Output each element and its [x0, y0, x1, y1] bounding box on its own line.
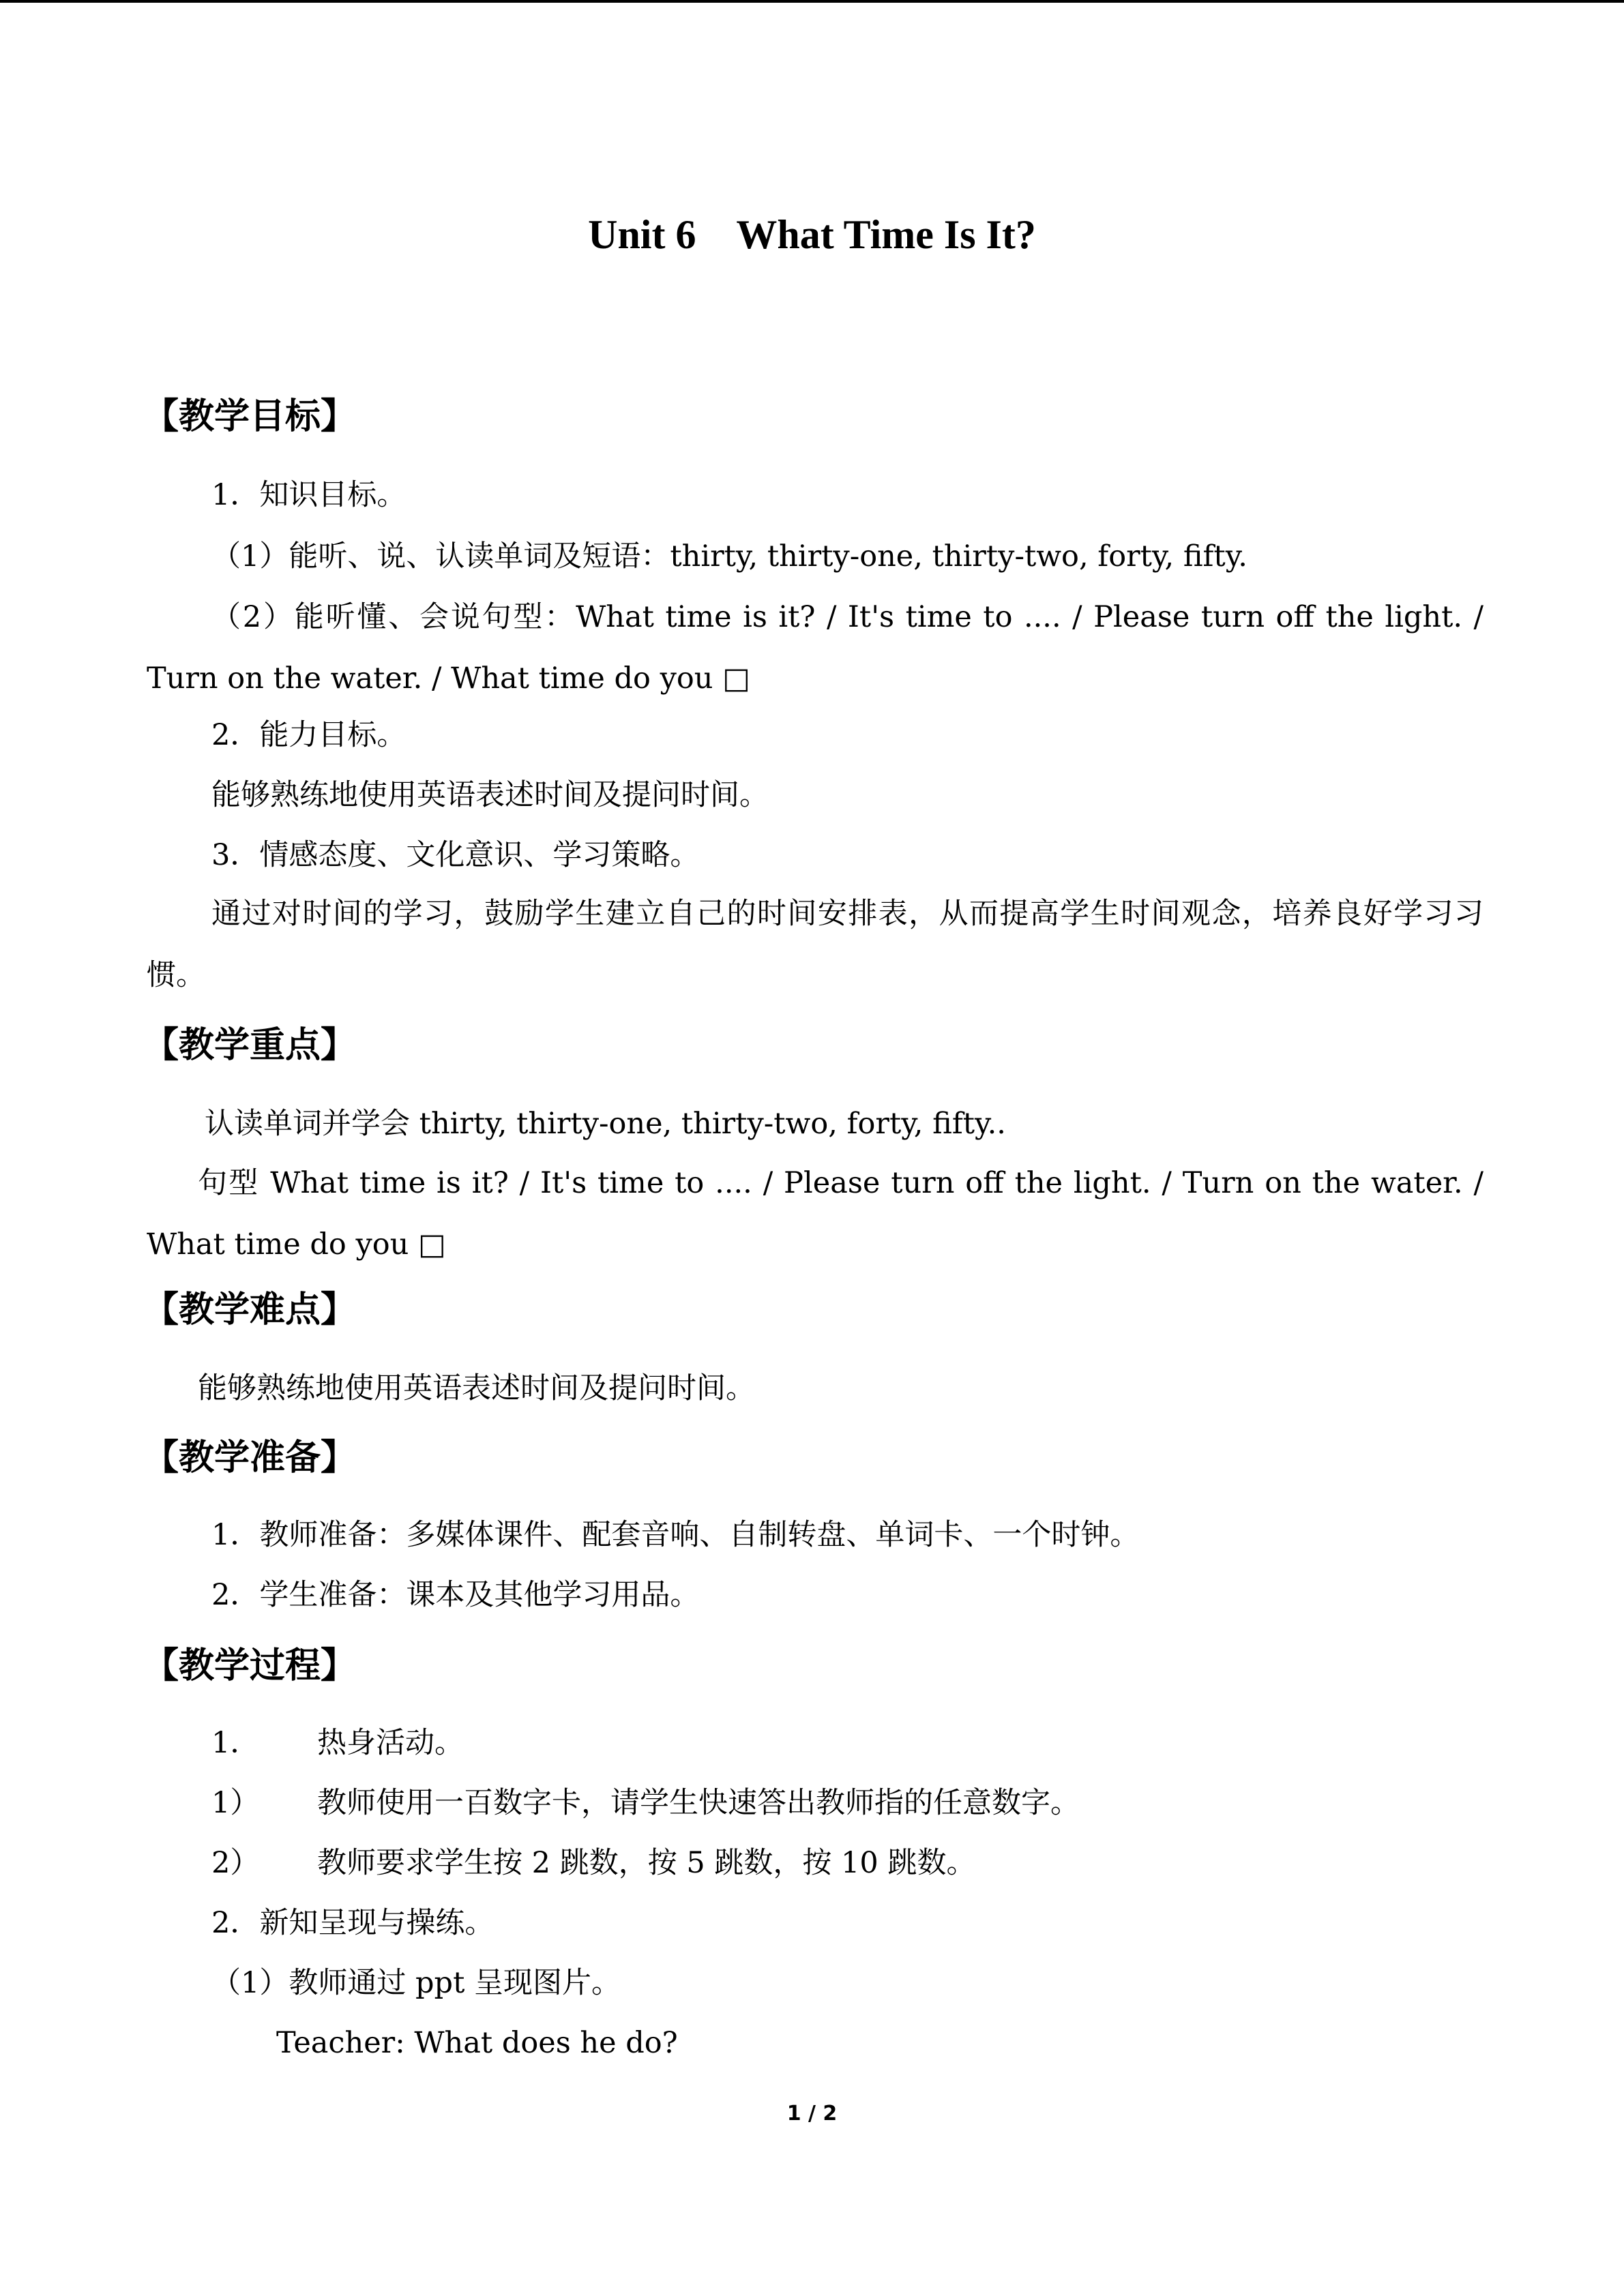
process-step-2a: （1）教师通过 ppt 呈现图片。	[211, 1966, 621, 2000]
ability-objective-label: 2．能力目标。	[211, 718, 407, 752]
difficulties-line-1: 能够熟练地使用英语表述时间及提问时间。	[198, 1371, 755, 1405]
heading-preparation: 【教学准备】	[143, 1437, 357, 1478]
preparation-item-2: 2．学生准备：课本及其他学习用品。	[211, 1578, 700, 1612]
step-1b-number: 2）	[211, 1846, 260, 1880]
key-points-line-1: 认读单词并学会 thirty, thirty-one, thirty-two, forty, fifty..	[205, 1107, 1006, 1141]
step-1-number: 1．	[211, 1726, 260, 1760]
dialogue-line-1: Teacher: What does he do?	[276, 2026, 678, 2060]
step-1-text: 热身活动。	[317, 1726, 464, 1760]
emotion-objective-label: 3．情感态度、文化意识、学习策略。	[211, 838, 700, 872]
preparation-item-1: 1．教师准备：多媒体课件、配套音响、自制转盘、单词卡、一个时钟。	[211, 1518, 1140, 1552]
step-1a-number: 1）	[211, 1786, 260, 1820]
ability-objective-text: 能够熟练地使用英语表述时间及提问时间。	[211, 778, 769, 812]
heading-key-points: 【教学重点】	[143, 1025, 357, 1066]
heading-process: 【教学过程】	[143, 1645, 357, 1686]
process-step-1	[211, 1725, 464, 1761]
step-1a-text: 教师使用一百数字卡，请学生快速答出教师指的任意数字。	[317, 1786, 1080, 1820]
document-title: Unit 6 What Time Is It?	[588, 212, 1036, 257]
heading-difficulties: 【教学难点】	[143, 1289, 357, 1330]
process-step-1a	[211, 1785, 1080, 1821]
step-1b-text: 教师要求学生按 2 跳数，按 5 跳数，按 10 跳数。	[317, 1846, 976, 1880]
key-points-line-2: 句型 What time is it? / It's time to .... / Please turn off the light. / Turn on the water. / What time do you □	[147, 1166, 1483, 1262]
emotion-objective-text: 通过对时间的学习，鼓励学生建立自己的时间安排表，从而提高学生时间观念，培养良好学习习惯。	[147, 897, 1483, 992]
knowledge-objective-label: 1．知识目标。	[211, 478, 407, 512]
knowledge-objective-item-2: （2）能听懂、会说句型：What time is it? / It's time to .... / Please turn off the light. / Turn on the water. / What time do you □	[147, 600, 1483, 696]
process-step-2: 2．新知呈现与操练。	[211, 1906, 494, 1940]
heading-objectives: 【教学目标】	[143, 396, 357, 437]
process-step-1b	[211, 1845, 975, 1881]
page-number: 1 / 2	[786, 2102, 838, 2126]
knowledge-objective-item-1: （1）能听、说、认读单词及短语：thirty, thirty-one, thirty-two, forty, fifty.	[211, 539, 1247, 573]
